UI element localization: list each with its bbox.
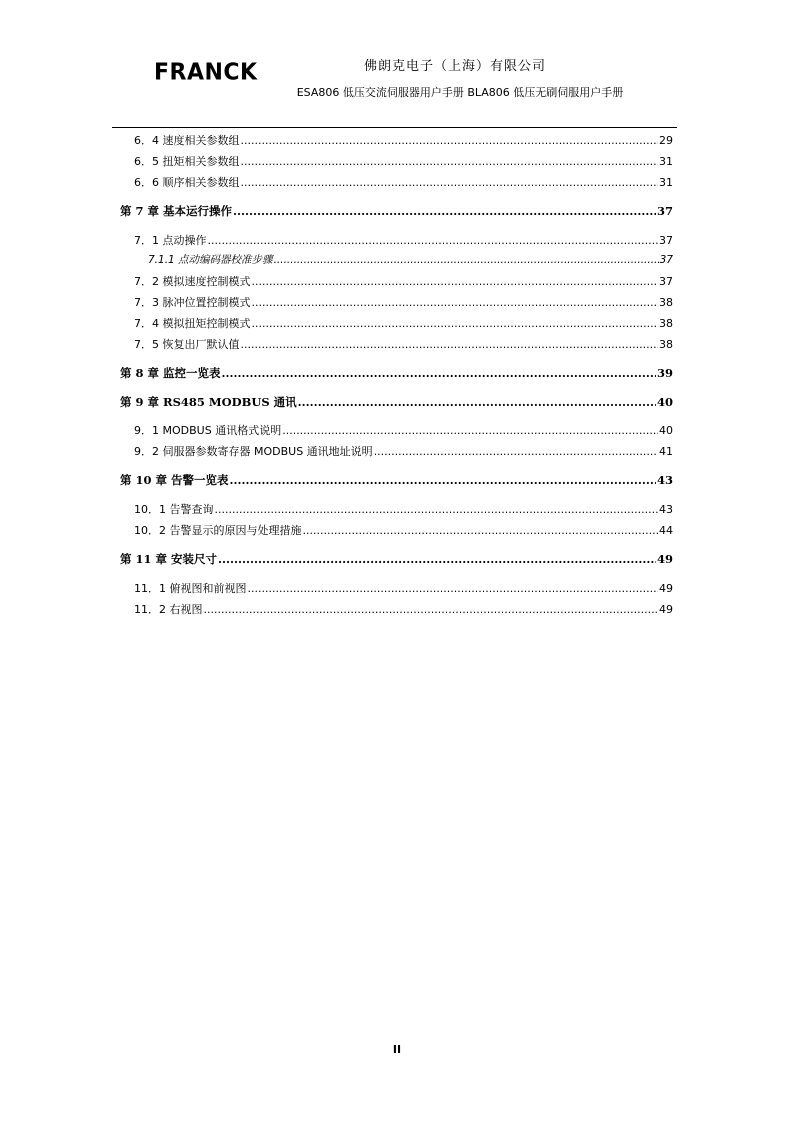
toc-entry-label: 7．2 模拟速度控制模式 xyxy=(134,275,251,288)
toc-entry-label: 6．5 扭矩相关参数组 xyxy=(134,155,240,168)
toc-entry-label: 7．5 恢复出厂默认值 xyxy=(134,338,240,351)
toc-chapter-label: 第 7 章 基本运行操作 xyxy=(120,204,233,218)
toc-dot-leader xyxy=(222,366,656,380)
company-logo: FRANCK xyxy=(154,59,258,86)
toc-entry-page: 37 xyxy=(659,234,673,247)
toc-dot-leader xyxy=(241,176,659,189)
company-name: 佛朗克电子（上海）有限公司 xyxy=(363,59,546,74)
toc-entry[interactable] xyxy=(120,422,673,438)
toc-dot-leader xyxy=(252,296,659,309)
toc-dot-leader xyxy=(218,552,656,566)
toc-chapter-label: 第 9 章 RS485 MODBUS 通讯 xyxy=(120,395,297,409)
toc-entry-page: 37 xyxy=(656,204,673,218)
toc-dot-leader xyxy=(241,155,659,168)
toc-entry-page: 37 xyxy=(659,275,673,288)
toc-entry-label: 9．1 MODBUS 通讯格式说明 xyxy=(134,424,282,437)
toc-entry-label: 10．2 告警显示的原因与处理措施 xyxy=(134,524,302,537)
toc-entry-label: 7.1.1 点动编码器校准步骤 xyxy=(148,254,273,266)
toc-entry-page: 38 xyxy=(659,317,673,330)
toc-dot-leader xyxy=(241,134,659,147)
toc-entry[interactable] xyxy=(120,153,673,169)
toc-subentry[interactable] xyxy=(120,252,673,267)
toc-chapter-entry[interactable] xyxy=(120,394,673,410)
toc-dot-leader xyxy=(233,204,656,218)
toc-dot-leader xyxy=(274,254,659,266)
header-divider xyxy=(112,127,677,128)
toc-entry-label: 9．2 伺服器参数寄存器 MODBUS 通讯地址说明 xyxy=(134,445,373,458)
toc-entry-page: 43 xyxy=(659,503,673,516)
toc-entry-page: 37 xyxy=(659,254,673,266)
toc-chapter-entry[interactable] xyxy=(120,472,673,488)
toc-entry-page: 49 xyxy=(659,582,673,595)
manual-subtitle: ESA806 低压交流伺服器用户手册 BLA806 低压无刷伺服用户手册 xyxy=(296,86,624,99)
toc-dot-leader xyxy=(208,234,659,247)
toc-entry-label: 6．4 速度相关参数组 xyxy=(134,134,240,147)
toc-entry-label: 7．4 模拟扭矩控制模式 xyxy=(134,317,251,330)
toc-entry[interactable] xyxy=(120,315,673,331)
toc-entry-page: 31 xyxy=(659,176,673,189)
toc-entry[interactable] xyxy=(120,601,673,617)
toc-entry-page: 31 xyxy=(659,155,673,168)
toc-entry-label: 6．6 顺序相关参数组 xyxy=(134,176,240,189)
toc-entry[interactable] xyxy=(120,522,673,538)
toc-dot-leader xyxy=(282,424,658,437)
toc-chapter-entry[interactable] xyxy=(120,365,673,381)
toc-entry-page: 44 xyxy=(659,524,673,537)
toc-chapter-entry[interactable] xyxy=(120,203,673,219)
toc-dot-leader xyxy=(230,473,656,487)
toc-entry-label: 7．1 点动操作 xyxy=(134,234,207,247)
toc-entry-page: 29 xyxy=(659,134,673,147)
toc-entry-page: 40 xyxy=(656,395,673,409)
toc-dot-leader xyxy=(298,395,656,409)
toc-entry-page: 38 xyxy=(659,296,673,309)
toc-chapter-label: 第 11 章 安装尺寸 xyxy=(120,552,218,566)
toc-entry[interactable] xyxy=(120,580,673,596)
toc-entry[interactable] xyxy=(120,132,673,148)
toc-entry[interactable] xyxy=(120,273,673,289)
toc-entry-page: 39 xyxy=(656,366,673,380)
toc-dot-leader xyxy=(303,524,659,537)
toc-entry-page: 49 xyxy=(656,552,673,566)
toc-entry-label: 11．1 俯视图和前视图 xyxy=(134,582,247,595)
toc-dot-leader xyxy=(252,317,659,330)
toc-entry-page: 49 xyxy=(659,603,673,616)
toc-entry-label: 7．3 脉冲位置控制模式 xyxy=(134,296,251,309)
toc-chapter-entry[interactable] xyxy=(120,551,673,567)
toc-entry-page: 38 xyxy=(659,338,673,351)
toc-entry-label: 10．1 告警查询 xyxy=(134,503,214,516)
toc-entry[interactable] xyxy=(120,443,673,459)
toc-dot-leader xyxy=(374,445,658,458)
toc-entry[interactable] xyxy=(120,336,673,352)
toc-entry-page: 41 xyxy=(659,445,673,458)
toc-entry[interactable] xyxy=(120,174,673,190)
toc-entry[interactable] xyxy=(120,232,673,248)
toc-entry[interactable] xyxy=(120,501,673,517)
toc-entry-label: 11．2 右视图 xyxy=(134,603,203,616)
toc-entry-page: 43 xyxy=(656,473,673,487)
toc-dot-leader xyxy=(241,338,659,351)
toc-entry[interactable] xyxy=(120,294,673,310)
toc-entry-page: 40 xyxy=(659,424,673,437)
toc-chapter-label: 第 10 章 告警一览表 xyxy=(120,473,229,487)
toc-dot-leader xyxy=(204,603,659,616)
toc-dot-leader xyxy=(215,503,659,516)
toc-dot-leader xyxy=(252,275,659,288)
toc-dot-leader xyxy=(248,582,659,595)
toc-chapter-label: 第 8 章 监控一览表 xyxy=(120,366,221,380)
page-number: II xyxy=(392,1043,402,1056)
